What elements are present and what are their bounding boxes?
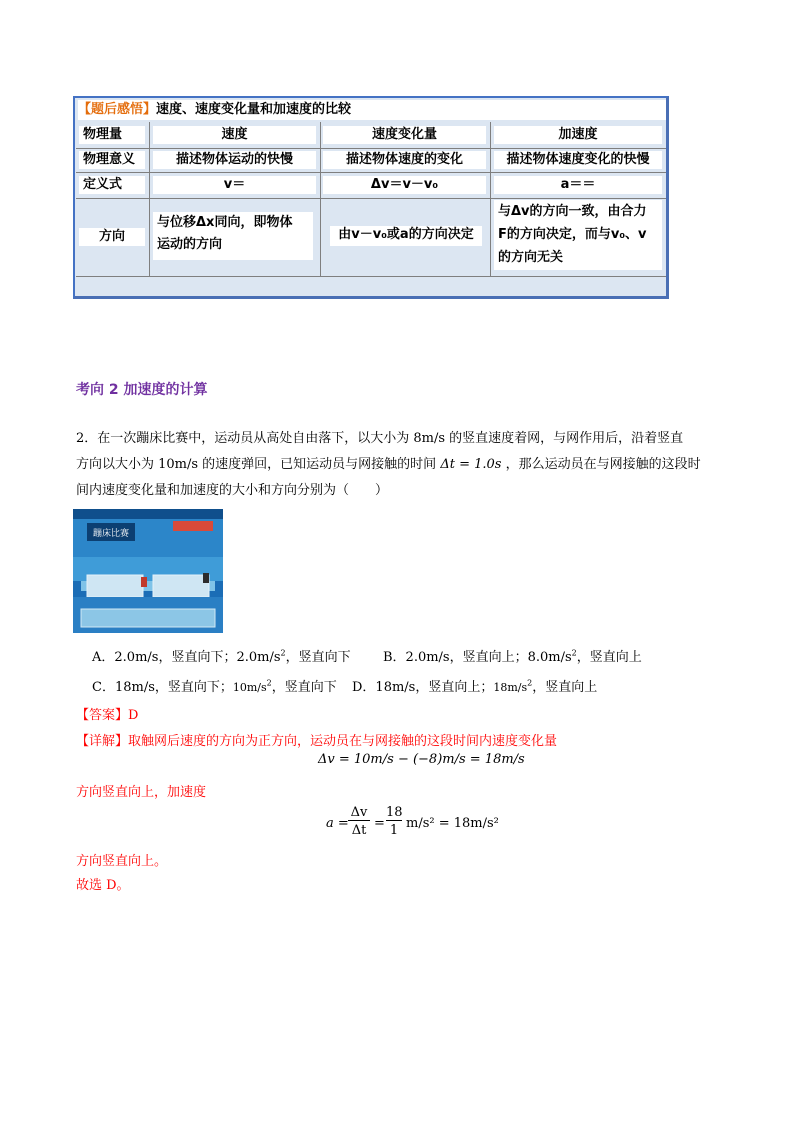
fraction-numerator: Δv — [348, 806, 370, 821]
question-line-2 — [76, 452, 736, 478]
header-acceleration: 加速度 — [494, 126, 662, 144]
cell-line: 与位移Δx同向，即物体 — [157, 215, 293, 230]
option-b: B．2.0m/s，竖直向上；$8.0m/s^2$，竖直向上 — [383, 648, 642, 665]
formula-delta-v: Δv = 10m/s − (−8)m/s = 18m/s — [318, 752, 525, 767]
option-text: B．2.0m/s，竖直向上； — [383, 650, 528, 665]
comparison-title — [78, 100, 666, 120]
cell-line: 运动的方向 — [157, 237, 223, 252]
option-text: ，竖直向上 — [576, 650, 642, 665]
option-text: ，竖直向下 — [285, 650, 351, 665]
fraction-denominator: 1 — [389, 823, 399, 838]
header-quantity: 物理量 — [79, 126, 145, 144]
fraction-denominator: Δt — [351, 823, 367, 838]
answer-detail-4: 故选 D。 — [76, 878, 130, 893]
question-line-3: 间内速度变化量和加速度的大小和方向分别为（ ） — [76, 483, 389, 498]
row-label-direction: 方向 — [79, 228, 145, 246]
option-unit: 18m/s — [493, 681, 528, 694]
cell-meaning-velocity: 描述物体运动的快慢 — [153, 151, 316, 169]
option-unit: 8.0m/s — [527, 650, 572, 665]
header-velocity: 速度 — [153, 126, 316, 144]
formula-equals: = — [374, 816, 385, 831]
section-title: 考向 2 加速度的计算 — [76, 382, 208, 398]
question-line-1: 2．在一次蹦床比赛中，运动员从高处自由落下，以大小为 8m/s 的竖直速度着网，与网作用后，沿着竖直 — [76, 431, 684, 446]
option-text: A．2.0m/s，竖直向下； — [92, 650, 237, 665]
tip-title: 速度、速度变化量和加速度的比较 — [156, 102, 352, 117]
cell-direction-acceleration — [494, 200, 662, 270]
cell-definition-acceleration: a＝＝ — [494, 176, 662, 194]
grid-line — [149, 122, 150, 276]
answer-detail-3: 方向竖直向上。 — [76, 854, 168, 869]
formula-lhs: a = — [326, 816, 349, 831]
cell-meaning-change: 描述物体速度的变化 — [323, 151, 486, 169]
option-a: A．2.0m/s，竖直向下；$2.0m/s^2$，竖直向下 — [92, 648, 351, 665]
header-velocity-change: 速度变化量 — [323, 126, 486, 144]
tip-tag: 【题后感悟】 — [78, 102, 157, 117]
fraction-numerator: 18 — [386, 805, 403, 820]
grid-line — [76, 148, 666, 149]
cell-direction-velocity — [153, 212, 313, 260]
option-text: ，竖直向上 — [532, 680, 598, 695]
cell-direction-change: 由v－v₀或a的方向决定 — [330, 226, 482, 246]
time-formula: Δt = 1.0s — [440, 457, 502, 472]
cell-line: 的方向无关 — [498, 250, 564, 265]
cell-definition-velocity: v＝ — [153, 176, 316, 194]
grid-line — [76, 198, 666, 199]
cell-line: 与Δv的方向一致，由合力 — [498, 204, 647, 219]
photo-banner: 蹦床比赛 — [92, 529, 130, 539]
grid-line — [320, 122, 321, 276]
cell-definition-change: Δv＝v－v₀ — [323, 176, 486, 194]
row-label-definition: 定义式 — [79, 176, 145, 194]
row-label-meaning: 物理意义 — [79, 151, 145, 169]
grid-line — [76, 276, 666, 277]
cell-meaning-acceleration: 描述物体速度变化的快慢 — [494, 151, 662, 169]
option-text: ，竖直向下 — [271, 680, 337, 695]
option-text: D．18m/s，竖直向上； — [352, 680, 494, 695]
answer-label: 【答案】D — [76, 708, 139, 723]
grid-line — [490, 122, 491, 276]
option-text: C．18m/s，竖直向下； — [92, 680, 233, 695]
grid-line — [76, 172, 666, 173]
option-unit: 10m/s — [232, 681, 267, 694]
question-text: 方向以大小为 10m/s 的速度弹回，已知运动员与网接触的时间 — [76, 457, 437, 472]
formula-result: m/s² = 18m/s² — [406, 816, 499, 831]
answer-detail-2: 方向竖直向上，加速度 — [76, 785, 207, 800]
answer-detail-1: 【详解】取触网后速度的方向为正方向，运动员在与网接触的这段时间内速度变化量 — [76, 734, 558, 749]
option-d: D．18m/s，竖直向上；$18m/s^2$，竖直向上 — [352, 678, 598, 695]
option-unit: 2.0m/s — [236, 650, 281, 665]
option-c: C．18m/s，竖直向下；$10m/s^2$，竖直向下 — [92, 678, 337, 695]
trampoline-photo — [73, 509, 223, 633]
question-text: ，那么运动员在与网接触的这段时 — [505, 457, 701, 472]
cell-line: F的方向决定，而与v₀、v — [498, 227, 647, 242]
